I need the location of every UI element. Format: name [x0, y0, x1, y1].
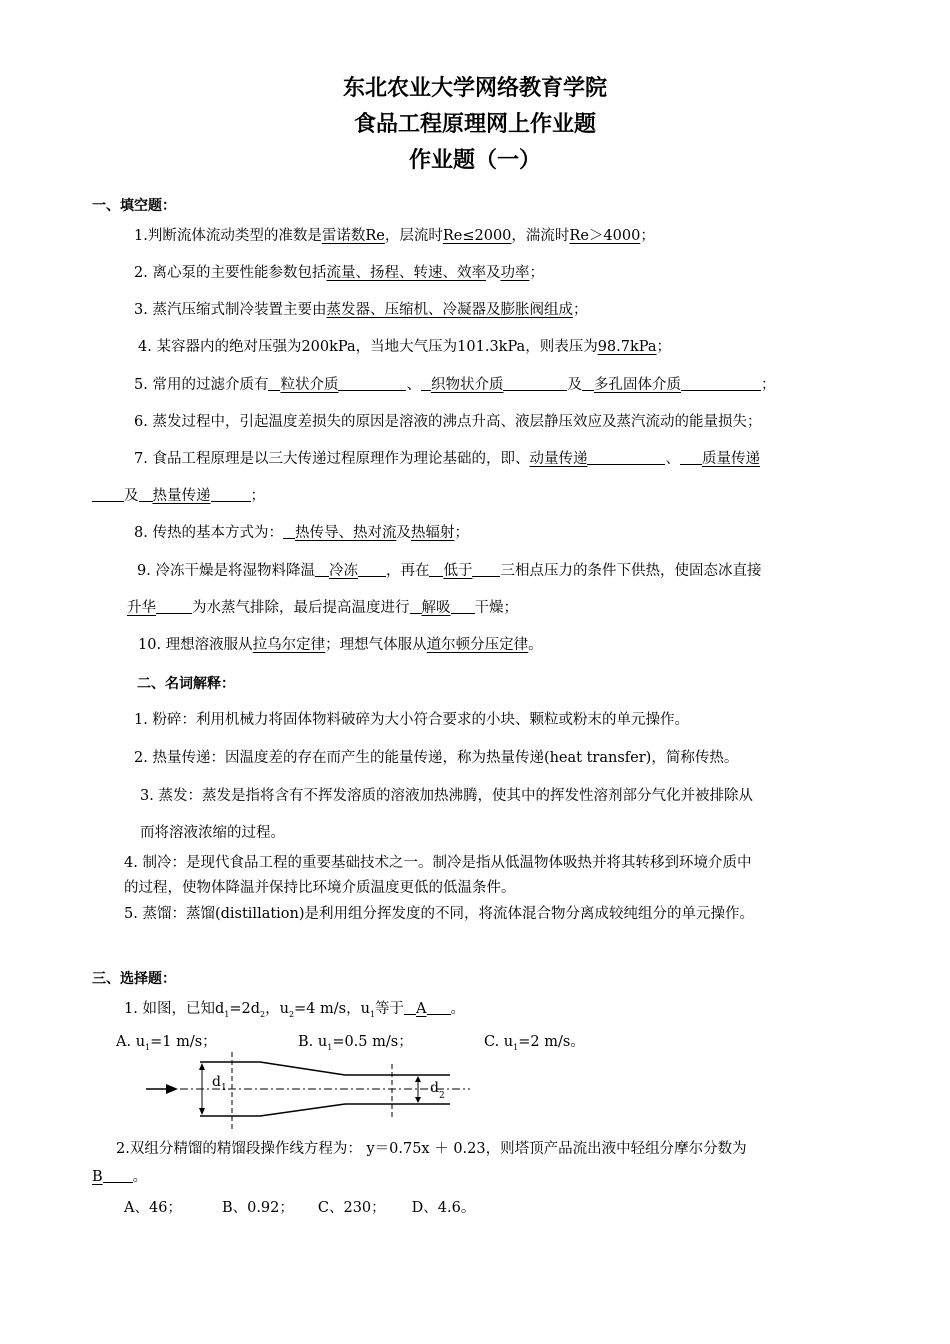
- choice-q2-option-a: A、46；: [124, 1200, 182, 1216]
- term-3: 3. 蒸发：蒸发是指将含有不挥发溶质的溶液加热沸腾，使其中的挥发性溶剂部分气化并被排除从: [140, 788, 753, 804]
- choice-q2-answer: B 。: [92, 1169, 148, 1185]
- choice-q1-option-c: C. $u_1=2$ m/s。: [484, 1034, 585, 1052]
- fill-q3: 3. 蒸汽压缩式制冷装置主要由蒸发器、压缩机、冷凝器及膨胀阀组成；: [134, 302, 588, 318]
- terms-heading: 二、名词解释：: [137, 676, 235, 692]
- term-1: 1. 粉碎：利用机械力将固体物料破碎为大小符合要求的小块、颗粒或粉末的单元操作。: [134, 712, 689, 728]
- term-2: 2. 热量传递：因温度差的存在而产生的能量传递，称为热量传递(heat transfer)，简称传热。: [134, 750, 739, 766]
- choice-q2-option-c: C、230；: [317, 1200, 386, 1216]
- fill-blank-heading: 一、填空题：: [92, 198, 176, 214]
- fill-q9: 9. 冷冻干燥是将湿物料降温 冷冻 ，再在 低于 三相点压力的条件下供热，使固态冰直接: [137, 563, 762, 579]
- choice-q1-option-a: A. $u_1=1$ m/s；: [116, 1034, 217, 1052]
- fill-q1: 1.判断流体流动类型的准数是雷诺数Re，层流时Re≤2000，湍流时Re＞4000；: [134, 228, 655, 244]
- fill-q4: 4. 某容器内的绝对压强为200kPa，当地大气压为101.3kPa，则表压为98.7kPa；: [138, 339, 672, 355]
- fill-q5: 5. 常用的过滤介质有 粒状介质 、 织物状介质 及 多孔固体介质 ；: [134, 377, 776, 393]
- fill-q7: 7. 食品工程原理是以三大传递过程原理作为理论基础的，即、动量传递 、 质量传递: [134, 451, 760, 467]
- d1-label: $d_1$: [212, 1074, 227, 1093]
- choice-q2-options: [124, 1197, 475, 1219]
- fill-q7-cont: 及 热量传递 ；: [92, 485, 265, 507]
- choice-q2-option-d: D、4.6。: [411, 1200, 476, 1216]
- fill-q6: 6. 蒸发过程中，引起温度差损失的原因是溶液的沸点升高、液层静压效应及蒸汽流动的能量损失；: [134, 414, 762, 430]
- fill-q8: 8. 传热的基本方式为： 热传导、热对流及热辐射；: [134, 525, 469, 541]
- term-3-cont: 而将溶液浓缩的过程。: [140, 825, 285, 841]
- term-4-cont: 的过程，使物体降温并保持比环境介质温度更低的低温条件。: [124, 880, 516, 896]
- choice-q1-option-b: B. $u_1=0.5$ m/s；: [298, 1034, 413, 1052]
- fill-q10: 10. 理想溶液服从拉乌尔定律；理想气体服从道尔顿分压定律。: [138, 637, 543, 653]
- choice-q2-option-b: B、0.92；: [221, 1200, 294, 1216]
- school-title: 东北农业大学网络教育学院: [342, 76, 607, 101]
- fill-q2: 2. 离心泵的主要性能参数包括流量、扬程、转速、效率及功率；: [134, 265, 544, 281]
- course-title: 食品工程原理网上作业题: [353, 112, 596, 137]
- term-5: 5. 蒸馏：蒸馏(distillation)是利用组分挥发度的不同，将流体混合物分离成较纯组分的单元操作。: [124, 906, 755, 922]
- fill-q9-cont: 升华 为水蒸气排除，最后提高温度进行 解吸 干燥；: [127, 600, 518, 616]
- choice-q1: 1. 如图，已知$d_1=2d_2$，$u_2=4$ m/s，$u_1$等于 A 。: [124, 1001, 466, 1019]
- term-4: 4. 制冷：是现代食品工程的重要基础技术之一。制冷是指从低温物体吸热并将其转移到环境介质中: [124, 855, 752, 871]
- assignment-title: 作业题（一）: [408, 148, 541, 173]
- pipe-reducer-figure: [140, 1052, 470, 1132]
- choice-heading: 三、选择题：: [92, 971, 176, 987]
- d2-label: $d_2$: [430, 1080, 445, 1101]
- choice-q2: 2.双组分精馏的精馏段操作线方程为： y＝0.75x ＋ 0.23，则塔顶产品流出液中轻组分摩尔分数为: [116, 1141, 747, 1157]
